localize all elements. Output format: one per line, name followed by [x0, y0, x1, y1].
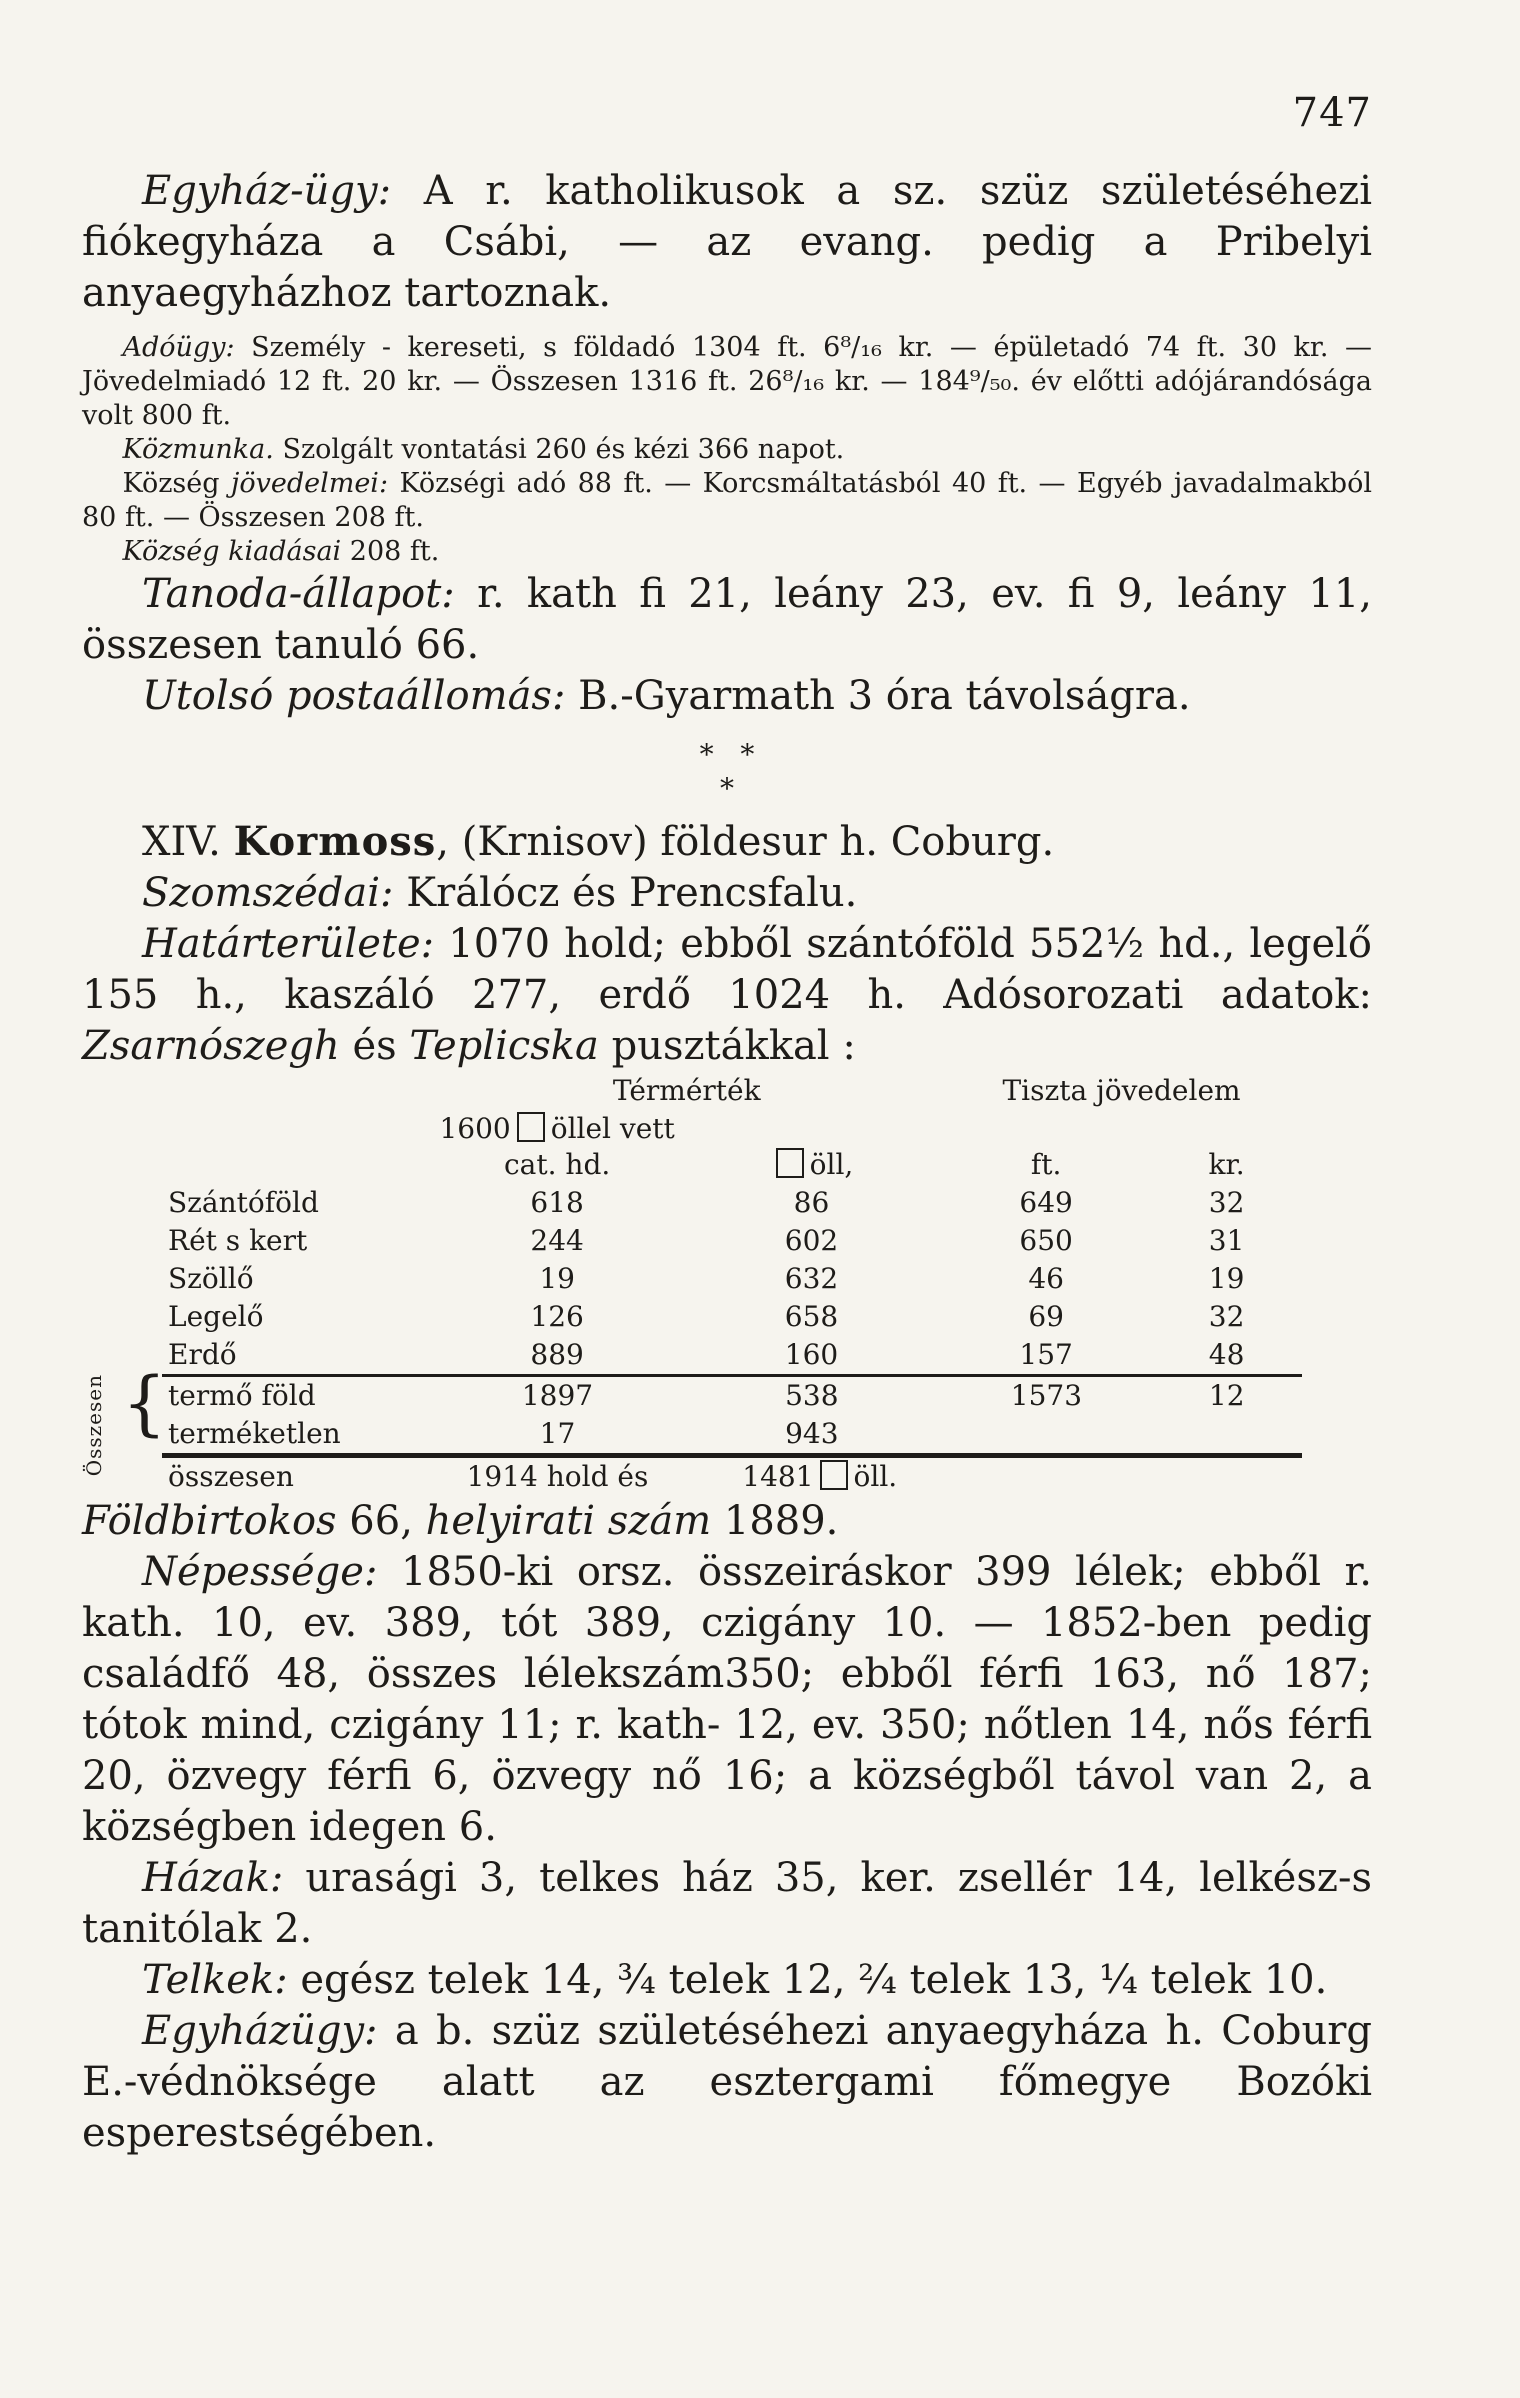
cell-name: terméketlen: [168, 1417, 341, 1450]
cell-hold: 126: [530, 1300, 584, 1333]
paragraph-egyhazugy: [82, 2006, 1372, 2159]
section-divider-stars: [82, 738, 1372, 806]
small-kozseg-kiadasai: [82, 535, 1372, 569]
text: öllel vett cat. hd.: [503, 1112, 675, 1181]
text: Községi adó 88 ft. — Korcsmáltatásból 40 ft. — Egyéb javadalmakból 80 ft. — Összesen 208 ft.: [82, 468, 1372, 533]
square-sign-icon: [820, 1460, 848, 1490]
header-ft: ft.: [1030, 1148, 1062, 1181]
brace-icon: {: [122, 1362, 167, 1444]
label: Adóügy:: [122, 332, 235, 363]
paragraph-posta: [82, 671, 1372, 722]
text: öll,: [809, 1148, 854, 1181]
cell-oll: [682, 1456, 1151, 1497]
page: [82, 60, 1372, 2159]
text: és: [339, 1023, 410, 1069]
land-register-table: [162, 1072, 1302, 1374]
summary-block: [82, 1362, 1372, 1496]
cell-oll: 632: [784, 1262, 839, 1295]
square-sign-icon: [776, 1148, 804, 1178]
entry-name: Kormoss: [233, 818, 437, 865]
cell-kr: 32: [1208, 1186, 1245, 1219]
cell-kr: 31: [1208, 1224, 1245, 1257]
vertical-label-osszesen: Összesen: [82, 1374, 106, 1477]
small-kozseg-jovedelmei: [82, 467, 1372, 535]
text: a b. szüz születéséhezi anyaegyháza h. Coburg E.-védnöksége alatt az esztergami főmegye Bozóki esperestségében.: [82, 2008, 1372, 2156]
cell-hold: 1914 hold és: [433, 1456, 683, 1497]
entry-number: XIV.: [142, 819, 234, 865]
label: Népessége:: [142, 1549, 378, 1595]
cell-kr: [1151, 1415, 1302, 1456]
table-row: [162, 1376, 1302, 1416]
table-row: [162, 1222, 1302, 1260]
text: urasági 3, telkes ház 35, ker. zsellér 14, lelkész-s tanitólak 2.: [82, 1855, 1372, 1952]
text: Szolgált vontatási 260 és kézi 366 napot.: [273, 434, 845, 465]
cell-ft: 650: [1019, 1224, 1073, 1257]
label: Földbirtokos: [82, 1498, 337, 1544]
cell-kr: 48: [1208, 1338, 1245, 1371]
label: Teplicska: [409, 1023, 599, 1069]
cell-ft: 649: [1019, 1186, 1073, 1219]
cell-ft: 46: [1028, 1262, 1064, 1295]
paragraph-szomszedai: [82, 868, 1372, 919]
text: 1850-ki orsz. összeiráskor 399 lélek; ebből r. kath. 10, ev. 389, tót 389, czigány 10. — 1852-ben pedig családfő 48, összes lélekszám350; ebből férfi 163, nő 187; tótok mind, czigány 11; r. kath- 12, ev. 350; nőtlen 14, nős férfi 20, özvegy férfi 6, özvegy nő 16; a községből távol van 2, a községben idegen 6.: [82, 1549, 1372, 1850]
cell-oll: 160: [784, 1338, 839, 1371]
cell-name: Szántóföld: [168, 1186, 319, 1219]
cell-hold: 244: [530, 1224, 584, 1257]
cell-name: Rét s kert: [168, 1224, 308, 1257]
label: Község kiadásai: [122, 536, 342, 567]
paragraph-foldbirtokos: [82, 1496, 1372, 1547]
label: Zsarnószegh: [82, 1023, 340, 1069]
paragraph-nepessege: [82, 1547, 1372, 1853]
cell-oll: 602: [784, 1224, 839, 1257]
header-tiszta-jovedelem: Tiszta jövedelem: [1002, 1074, 1241, 1107]
paragraph-kormoss-heading: [82, 816, 1372, 868]
table-row: [162, 1184, 1302, 1222]
cell-kr: 12: [1151, 1376, 1302, 1416]
small-adougy: [82, 331, 1372, 433]
table-row: [162, 1298, 1302, 1336]
label: Utolsó postaállomás:: [142, 673, 566, 719]
cell-hold: 618: [530, 1186, 584, 1219]
cell-hold: 17: [539, 1417, 576, 1450]
paragraph-telkek: [82, 1955, 1372, 2006]
cell-name: összesen: [162, 1456, 433, 1497]
paragraph-hatarterulete: [82, 919, 1372, 1072]
label: Közmunka.: [122, 434, 274, 465]
paragraph-hazak: [82, 1853, 1372, 1955]
label: Telkek:: [142, 1957, 288, 2003]
text: 1600: [439, 1112, 511, 1145]
label: Házak:: [142, 1855, 284, 1901]
cell-oll: 943: [785, 1417, 839, 1450]
label: Egyház-ügy:: [142, 168, 392, 214]
label: Tanoda-állapot:: [142, 571, 455, 617]
text: 66,: [336, 1498, 426, 1544]
cell-name: termő föld: [162, 1376, 433, 1416]
table-row: [162, 1336, 1302, 1374]
cell-hold: 19: [539, 1262, 575, 1295]
cell-ft: 1573: [941, 1376, 1151, 1416]
small-kozmunka: [82, 433, 1372, 467]
label: Egyházügy:: [142, 2008, 378, 2054]
cell-oll: 86: [793, 1186, 830, 1219]
summary-table: [162, 1374, 1302, 1496]
text: pusztákkal :: [598, 1023, 856, 1069]
label: Szomszédai:: [142, 870, 394, 916]
label: jövedelmei:: [230, 468, 389, 499]
table-total-row: [162, 1456, 1302, 1497]
header-hold: [432, 1110, 682, 1184]
text: A r. katholikusok a sz. szüz születéséhezi fiókegyháza a Csábi, — az evang. pedig a Pribelyi anyaegyházhoz tartoznak.: [82, 168, 1372, 316]
text: 1481: [742, 1460, 814, 1493]
text: Králócz és Prencsfalu.: [393, 870, 858, 916]
cell-hold: 889: [530, 1338, 584, 1371]
header-oll: [682, 1110, 941, 1184]
header-termertek: Térmérték: [612, 1074, 761, 1107]
square-sign-icon: [517, 1112, 545, 1142]
text: Község: [122, 468, 231, 499]
paragraph-tanoda: [82, 569, 1372, 671]
cell-name: Szöllő: [168, 1262, 254, 1295]
text: B.-Gyarmath 3 óra távolságra.: [565, 673, 1191, 719]
table-row: [162, 1415, 1302, 1456]
text: 1889.: [711, 1498, 839, 1544]
text: Személy - kereseti, s földadó 1304 ft. 6⁸/₁₆ kr. — épületadó 74 ft. 30 kr. — Jövedelmiadó 12 ft. 20 kr. — Összesen 1316 ft. 26⁸/₁₆ kr. — 184⁹/₅₀. év előtti adójárandósága volt 800 ft.: [82, 332, 1372, 431]
text: , (Krnisov) földesur h. Coburg.: [436, 819, 1055, 865]
label: helyirati szám: [425, 1498, 712, 1544]
cell-ft: [941, 1415, 1151, 1456]
text: 1070 hold; ebből szántóföld 552½ hd., legelő 155 h., kaszáló 277, erdő 1024 h. Adósorozati adatok:: [82, 921, 1372, 1018]
cell-ft: 157: [1019, 1338, 1073, 1371]
header-kr: kr.: [1208, 1148, 1245, 1181]
cell-ft: 69: [1028, 1300, 1064, 1333]
table-row: [162, 1260, 1302, 1298]
text: 208 ft.: [341, 536, 440, 567]
text: r. kath fi 21, leány 23, ev. fi 9, leány 11, összesen tanuló 66.: [82, 571, 1372, 668]
stars-bottom: *: [720, 772, 734, 805]
paragraph-egyhaz-ugy: [82, 166, 1372, 319]
table-subheader-row: [162, 1110, 1302, 1184]
stars-top: * *: [699, 738, 755, 771]
text: öll.: [853, 1460, 898, 1493]
cell-kr: 19: [1208, 1262, 1245, 1295]
label: Határterülete:: [142, 921, 435, 967]
cell-name: Erdő: [168, 1338, 237, 1371]
cell-oll: 538: [682, 1376, 941, 1416]
cell-name: Legelő: [168, 1300, 264, 1333]
table-header-row: [162, 1072, 1302, 1110]
cell-kr: 32: [1208, 1300, 1245, 1333]
cell-hold: 1897: [433, 1376, 683, 1416]
cell-oll: 658: [784, 1300, 839, 1333]
text: egész telek 14, ¾ telek 12, ²⁄₄ telek 13, ¼ telek 10.: [287, 1957, 1328, 2003]
page-number: 747: [1292, 90, 1372, 136]
